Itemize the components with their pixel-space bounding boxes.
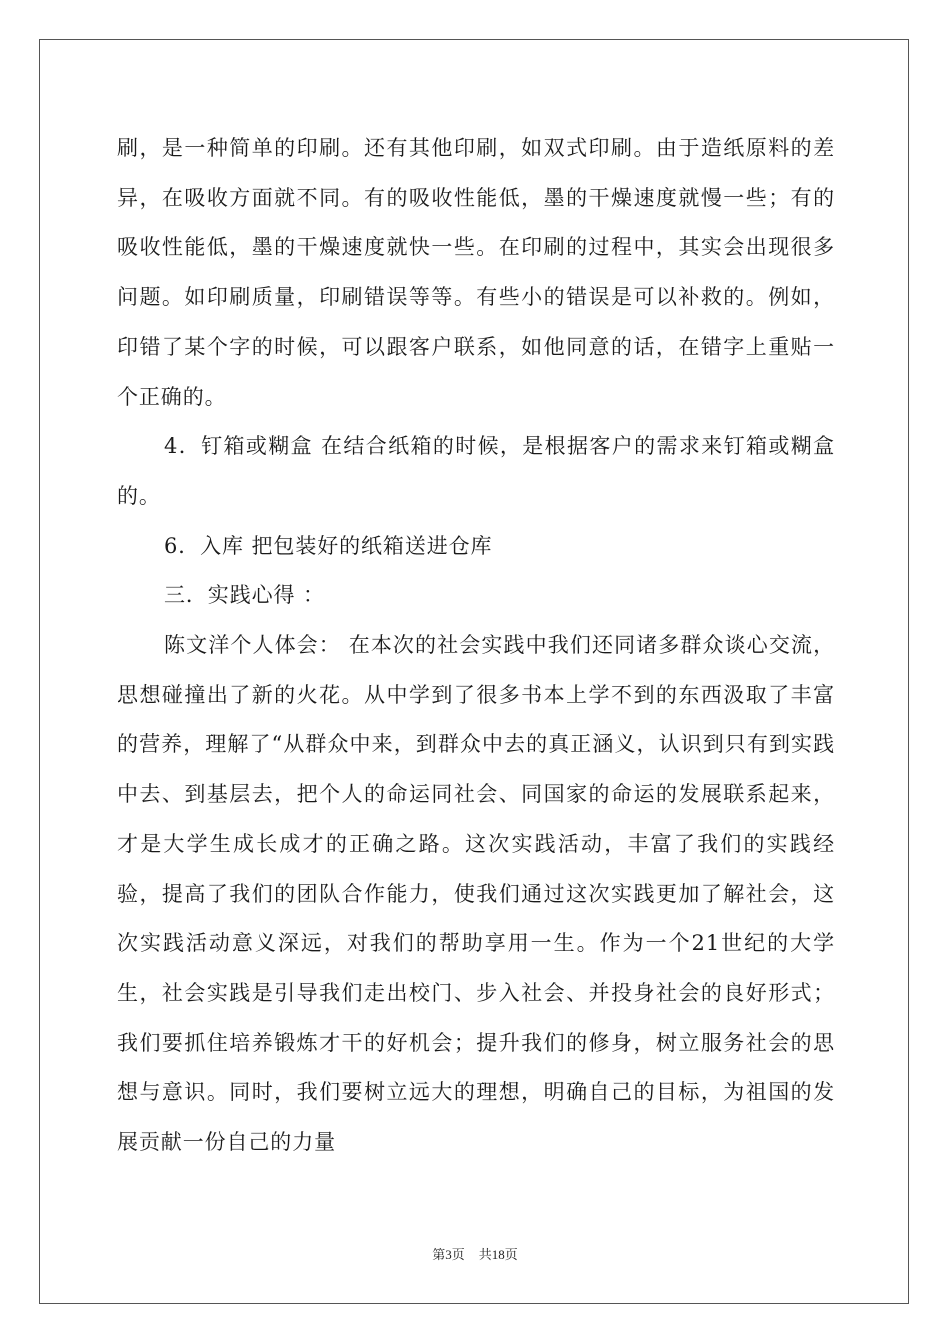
paragraph-step-6-warehousing: 6．入库 把包装好的纸箱送进仓库 <box>164 533 493 558</box>
section-heading-practice-experience: 三．实践心得 ： <box>164 583 325 608</box>
document-body <box>117 124 835 1168</box>
paragraph-personal-reflection: 陈文洋个人体会： 在本次的社会实践中我们还同诸多群众谈心交流，思想碰撞出了新的火花。从中学到了很多书本上学不到的东西汲取了丰富的营养，理解了“从群众中来，到群众中去的真正涵义，认识到只有到实践中去、到基层去，把个人的命运同社会、同国家的命运的发展联系起来，才是大学生成长成才的正确之路。这次实践活动，丰富了我们的实践经验，提高了我们的团队合作能力，使我们通过这次实践更加了解社会，这次实践活动意义深远，对我们的帮助享用一生。作为一个21世纪的大学生，社会实践是引导我们走出校门、步入社会、并投身社会的良好形式；我们要抓住培养锻炼才干的好机会；提升我们的修身，树立服务社会的思想与意识。同时，我们要树立远大的理想，明确自己的目标，为祖国的发展贡献一份自己的力量 <box>117 633 835 1155</box>
paragraph-printing-continued: 刷，是一种简单的印刷。还有其他印刷，如双式印刷。由于造纸原料的差异，在吸收方面就不同。有的吸收性能低，墨的干燥速度就慢一些；有的吸收性能低，墨的干燥速度就快一些。在印刷的过程中，其实会出现很多问题。如印刷质量，印刷错误等等。有些小的错误是可以补救的。例如，印错了某个字的时候，可以跟客户联系，如他同意的话，在错字上重贴一个正确的。 <box>117 136 835 409</box>
page-total: 共18页 <box>478 1247 518 1262</box>
paragraph-step-4-box-nailing: 4．钉箱或糊盒 在结合纸箱的时候，是根据客户的需求来钉箱或糊盒的。 <box>117 434 835 508</box>
page-footer <box>0 1244 950 1263</box>
page-number: 第3页 <box>432 1247 465 1262</box>
